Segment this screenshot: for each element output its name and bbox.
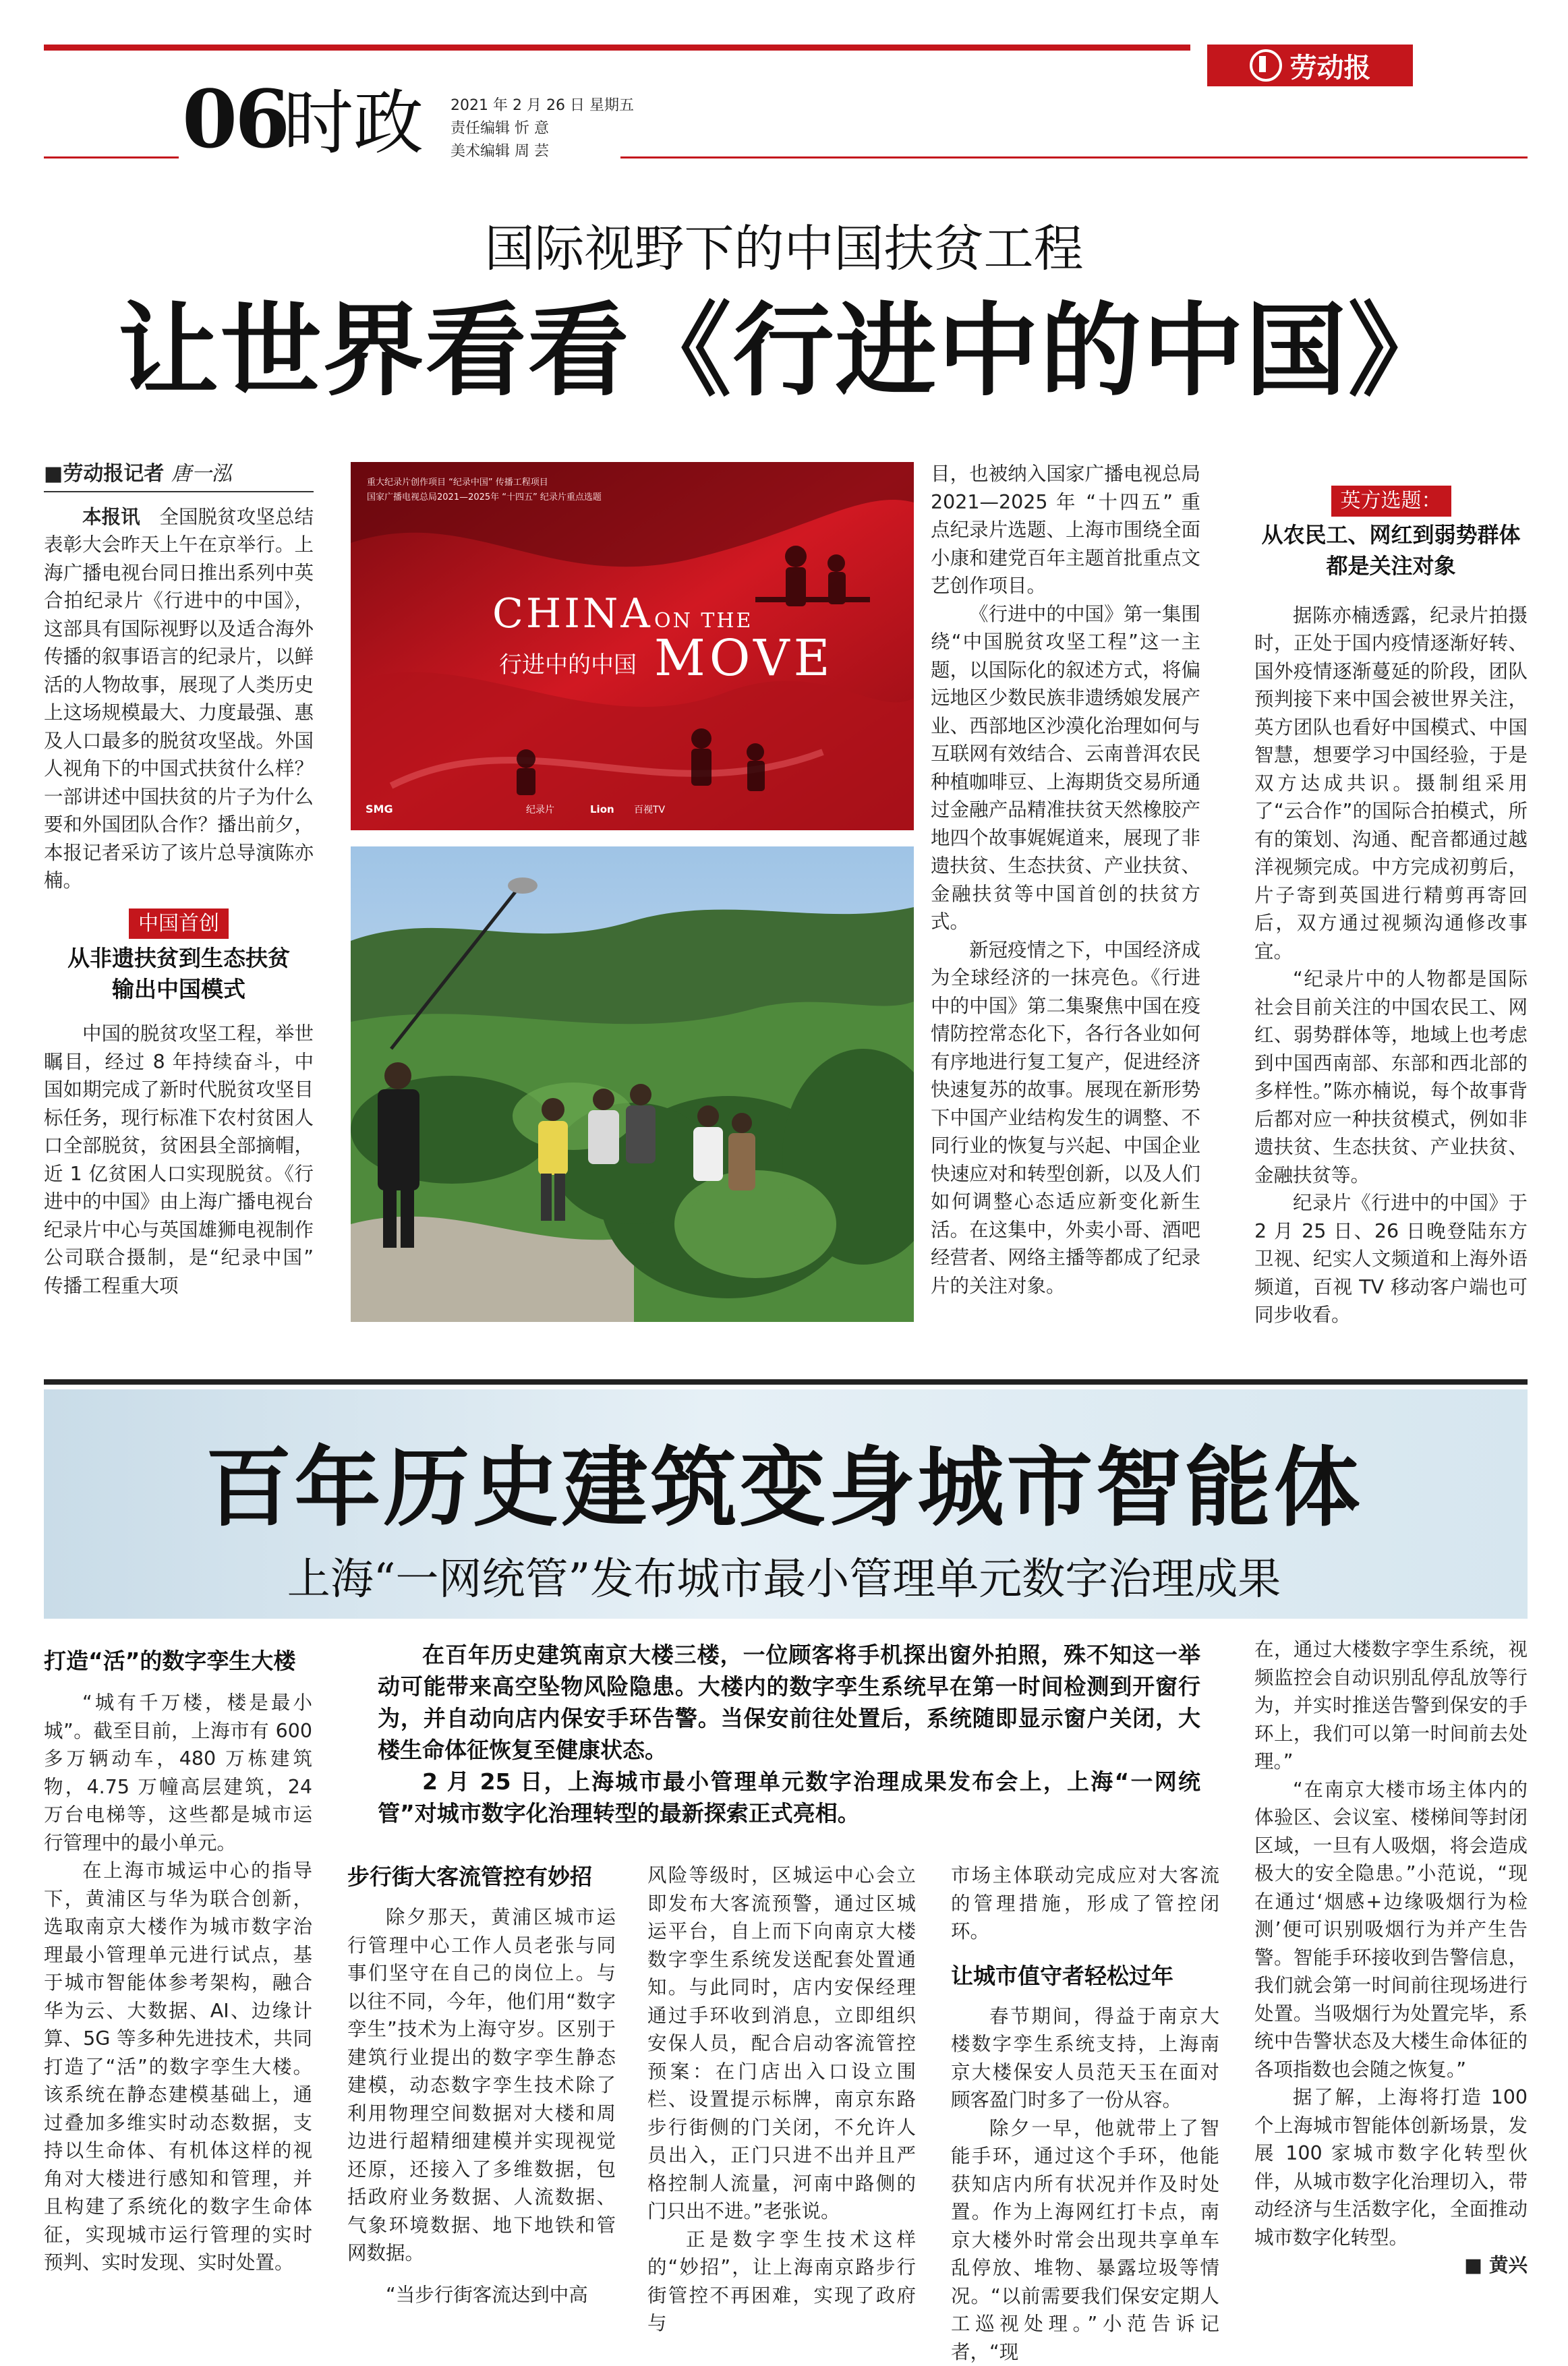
paragraph: “在南京大楼市场主体内的体验区、会议室、楼梯间等封闭区域，一旦有人吸烟，将会造成极大的安全隐患。”小范说，“现在通过‘烟感+边缘吸烟行为检测’便可识别吸烟行为并产生告警。智能手环接收到告警信息，我们就会第一时间前往现场进行处置。当吸烟行为处置完毕，系统中告警状态及大楼生命体征的各项指数也会随之恢复。” <box>1254 1776 1528 2084</box>
paragraph: 中国的脱贫攻坚工程，举世瞩目，经过 8 年持续奋斗，中国如期完成了新时代脱贫攻坚目标任务，现行标准下农村贫困人口全部脱贫，贫困县全部摘帽，近 1 亿贫困人口实现脱贫。《行进中的中国》由上海广播电视台纪录片中心与英国雄狮电视制作公司联合摄制，是“纪录中国” 传播工程重大项 <box>44 1020 314 1300</box>
section-name: 时政 <box>283 88 424 158</box>
paragraph: 据陈亦楠透露，纪录片拍摄时，正处于国内疫情逐渐好转、国外疫情逐渐蔓延的阶段，团队预判接下来中国会被世界关注，英方团队也看好中国模式、中国智慧，想要学习中国经验，于是双方达成共识。摄制组采用了“云合作”的国际合拍模式，所有的策划、沟通、配音都通过越洋视频完成。中方完成初剪后，片子寄到英国进行精剪再寄回后，双方通过视频沟通修改事宜。 <box>1254 602 1528 966</box>
paragraph: “纪录片中的人物都是国际社会目前关注的中国农民工、网红、弱势群体等，地域上也考虑到中国西南部、东部和西北部的多样性。”陈亦楠说，每个故事背后都对应一种扶贫模式，例如非遗扶贫、生态扶贫、产业扶贫、金融扶贫等。 <box>1254 965 1528 1189</box>
story1-headline: 让世界看看《行进中的中国》 <box>0 290 1568 411</box>
art-editor-credit: 美术编辑 周 芸 <box>451 140 634 163</box>
issue-date: 2021 年 2 月 26 日 星期五 <box>451 94 634 117</box>
subhead: 步行街大客流管控有妙招 <box>347 1862 616 1893</box>
paragraph-text: 全国脱贫攻坚总结表彰大会昨天上午在京举行。上海广播电视台同日推出系列中英合拍纪录片《行进中的中国》，这部具有国际视野以及适合海外传播的叙事语言的纪录片，以鲜活的人物故事，展现了人类历史上这场规模最大、力度最强、惠及人口最多的脱贫攻坚战。外国人视角下的中国式扶贫什么样？一部讲述中国扶贫的片子为什么要和外国团队合作？播出前夕，本报记者采访了该片总导演陈亦楠。 <box>44 506 314 892</box>
issue-meta <box>451 94 634 163</box>
paragraph: 正是数字孪生技术这样的“妙招”，让上海南京路步行街管控不再困难，实现了政府与 <box>647 2226 916 2338</box>
subhead: 从农民工、网红到弱势群体 都是关注对象 <box>1254 519 1528 581</box>
filming-scene <box>351 846 914 1322</box>
paragraph: 《行进中的中国》第一集围绕“中国脱贫攻坚工程”这一主题，以国际化的叙述方式，将偏远地区少数民族非遗绣娘发展产业、西部地区沙漠化治理如何与互联网有效结合、云南普洱农民种植咖啡豆、上海期货交易所通过金融产品精准扶贫天然橡胶产地四个故事娓娓道来，展现了非遗扶贫、生态扶贫、产业扶贫、金融扶贫等中国首创的扶贫方式。 <box>931 600 1200 936</box>
subhead: 从非遗扶贫到生态扶贫 输出中国模式 <box>44 943 314 1005</box>
logo-icon <box>1250 49 1282 82</box>
section-tag: 英方选题： <box>1331 486 1451 517</box>
story2-subtitle: 上海“一网统管”发布城市最小管理单元数字治理成果 <box>0 1545 1568 1607</box>
story1-subtitle: 国际视野下的中国扶贫工程 <box>0 209 1568 281</box>
subhead: 打造“活”的数字孪生大楼 <box>44 1646 312 1677</box>
paragraph: “城有千万楼，楼是最小城”。截至目前，上海市有 600 多万辆动车，480 万栋建筑物，4.75 万幢高层建筑，24 万台电梯等，这些都是城市运行管理中的最小单元。 <box>44 1689 312 1857</box>
story2-headline: 百年历史建筑变身城市智能体 <box>0 1437 1568 1540</box>
lead-paragraph: 在百年历史建筑南京大楼三楼，一位顾客将手机探出窗外拍照，殊不知这一举动可能带来高空坠物风险隐患。大楼内的数字孪生系统早在第一时间检测到开窗行为，并自动向店内保安手环告警。当保安前往处置后，系统随即显示窗户关闭，大楼生命体征恢复至健康状态。 <box>378 1639 1200 1766</box>
section-tag: 中国首创 <box>129 908 229 940</box>
story2-column-3 <box>647 1862 916 2338</box>
paragraph: 纪录片《行进中的中国》于 2 月 25 日、26 日晚登陆东方卫视、纪实人文频道和上海外语频道，百视 TV 移动客户端也可同步收看。 <box>1254 1189 1528 1329</box>
poster-graphic <box>351 462 914 830</box>
poster-logo-1: SMG <box>366 803 393 815</box>
byline-name: 唐一泓 <box>171 462 232 486</box>
story2-column-5 <box>1254 1636 1528 2280</box>
poster-title-on-the: ON THE <box>654 609 753 633</box>
top-rule <box>44 45 1190 51</box>
paragraph: 除夕那天，黄浦区城市运行管理中心工作人员老张与同事们坚守在自己的岗位上。与以往不同，今年，他们用“数字孪生”技术为上海守岁。区别于建筑行业提出的数字孪生静态建模，动态数字孪生技术除了利用物理空间数据对大楼和周边进行超精细建模并实现视觉还原，还接入了多维数据，包括政府业务数据、人流数据、气象环境数据、地下地铁和管网数据。 <box>347 1903 616 2268</box>
lead-paragraph: 2 月 25 日，上海城市最小管理单元数字治理成果发布会上，上海“一网统管”对城市数字化治理转型的最新探索正式亮相。 <box>378 1766 1200 1829</box>
byline <box>44 460 314 492</box>
paragraph: 风险等级时，区城运中心会立即发布大客流预警，通过区城运平台，自上而下向南京大楼数字孪生系统发送配套处置通知。与此同时，店内安保经理通过手环收到消息，立即组织安保人员，配合启动客流管控预案：在门店出入口设立围栏、设置提示标牌，南京东路步行街侧的门关闭，不允许人员出入，正门只进不出并且严格控制人流量，河南中路侧的门只出不进。”老张说。 <box>647 1862 916 2226</box>
paragraph: 据了解，上海将打造 100 个上海城市智能体创新场景，发展 100 家城市数字化转型伙伴，从城市数字化治理切入，带动经济与生活数字化，全面推动城市数字化转型。 <box>1254 2083 1528 2251</box>
lead-tag: 本报讯 <box>82 506 140 528</box>
byline-label: ■劳动报记者 <box>44 462 164 486</box>
header-right-rule <box>620 156 1528 158</box>
poster-title-china: CHINA <box>492 590 653 637</box>
editor-credit: 责任编辑 忻 意 <box>451 117 634 140</box>
paragraph: 除夕一早，他就带上了智能手环，通过这个手环，他能获知店内所有状况并作及时处置。作为上海网红打卡点，南京大楼外时常会出现共享单车乱停放、堆物、暴露垃圾等情况。“以前需要我们保安定期人工巡视处理。”小范告诉记者，“现 <box>951 2114 1219 2366</box>
paragraph: 市场主体联动完成应对大客流的管理措施，形成了管控闭环。 <box>951 1862 1219 1946</box>
section-divider <box>44 1379 1528 1385</box>
poster-title-move: MOVE <box>654 629 834 687</box>
paragraph: “当步行街客流达到中高 <box>347 2281 616 2309</box>
paragraph: 在，通过大楼数字孪生系统，视频监控会自动识别乱停乱放等行为，并实时推送告警到保安的手环上，我们可以第一时间前去处理。” <box>1254 1636 1528 1776</box>
filming-photo <box>351 846 914 1322</box>
tag-container <box>44 908 314 940</box>
story2-column-4 <box>951 1862 1219 2366</box>
paragraph: 在上海市城运中心的指导下，黄浦区与华为联合创新，选取南京大楼作为城市数字治理最小管理单元进行试点，基于城市智能体参考架构，融合华为云、大数据、AI、边缘计算、5G 等多种先进技术，共同打造了“活”的数字孪生大楼。该系统在静态建模基础上，通过叠加多维实时动态数据，支持以生命体、有机体这样的视角对大楼进行感知和管理，并且构建了系统化的数字生命体征，实现城市运行管理的实时预判、实时发现、实时处置。 <box>44 1857 312 2277</box>
poster-top-text-2: 国家广播电视总局2021—2025年 “十四五” 纪录片重点选题 <box>367 492 602 502</box>
story1-column-4 <box>1254 486 1528 1329</box>
story1-column-3 <box>931 460 1200 1300</box>
page-number: 06 <box>182 80 287 159</box>
paragraph: 新冠疫情之下，中国经济成为全球经济的一抹亮色。《行进中的中国》第二集聚焦中国在疫情防控常态化下，各行各业如何有序地进行复工复产，促进经济快速复苏的故事。展现在新形势下中国产业结构发生的调整、不同行业的恢复与兴起、中国企业快速应对和转型创新，以及人们如何调整心态适应新变化新生活。在这集中，外卖小哥、酒吧经营者、网络主播等都成了纪录片的关注对象。 <box>931 936 1200 1300</box>
paragraph <box>44 503 314 895</box>
documentary-poster <box>351 462 914 830</box>
tag-container <box>1254 486 1528 517</box>
paragraph: 目，也被纳入国家广播电视总局 2021—2025 年 “十四五” 重点纪录片选题、上海市围绕全面小康和建党百年主题首批重点文艺创作项目。 <box>931 460 1200 600</box>
poster-logo-4: 百视TV <box>634 805 666 815</box>
subhead: 让城市值守者轻松过年 <box>951 1961 1219 1992</box>
story2-column-1 <box>44 1646 312 2277</box>
poster-title-cn: 行进中的中国 <box>499 652 637 679</box>
poster-top-text-1: 重大纪录片创作项目 “纪录中国” 传播工程项目 <box>367 477 548 488</box>
paragraph: 春节期间，得益于南京大楼数字孪生系统支持，上海南京大楼保安人员范天玉在面对顾客盈门时多了一份从容。 <box>951 2002 1219 2114</box>
story1-column-1 <box>44 460 314 1300</box>
masthead-logo <box>1207 45 1413 86</box>
poster-logo-2: 纪录片 <box>526 804 554 815</box>
header-left-rule <box>44 156 179 158</box>
author-signature: ■ 黄兴 <box>1254 2251 1528 2280</box>
logo-text: 劳动报 <box>1290 47 1371 85</box>
story2-column-2 <box>347 1862 616 2309</box>
poster-logo-3: Lion <box>590 803 614 815</box>
story2-lead <box>378 1639 1200 1829</box>
